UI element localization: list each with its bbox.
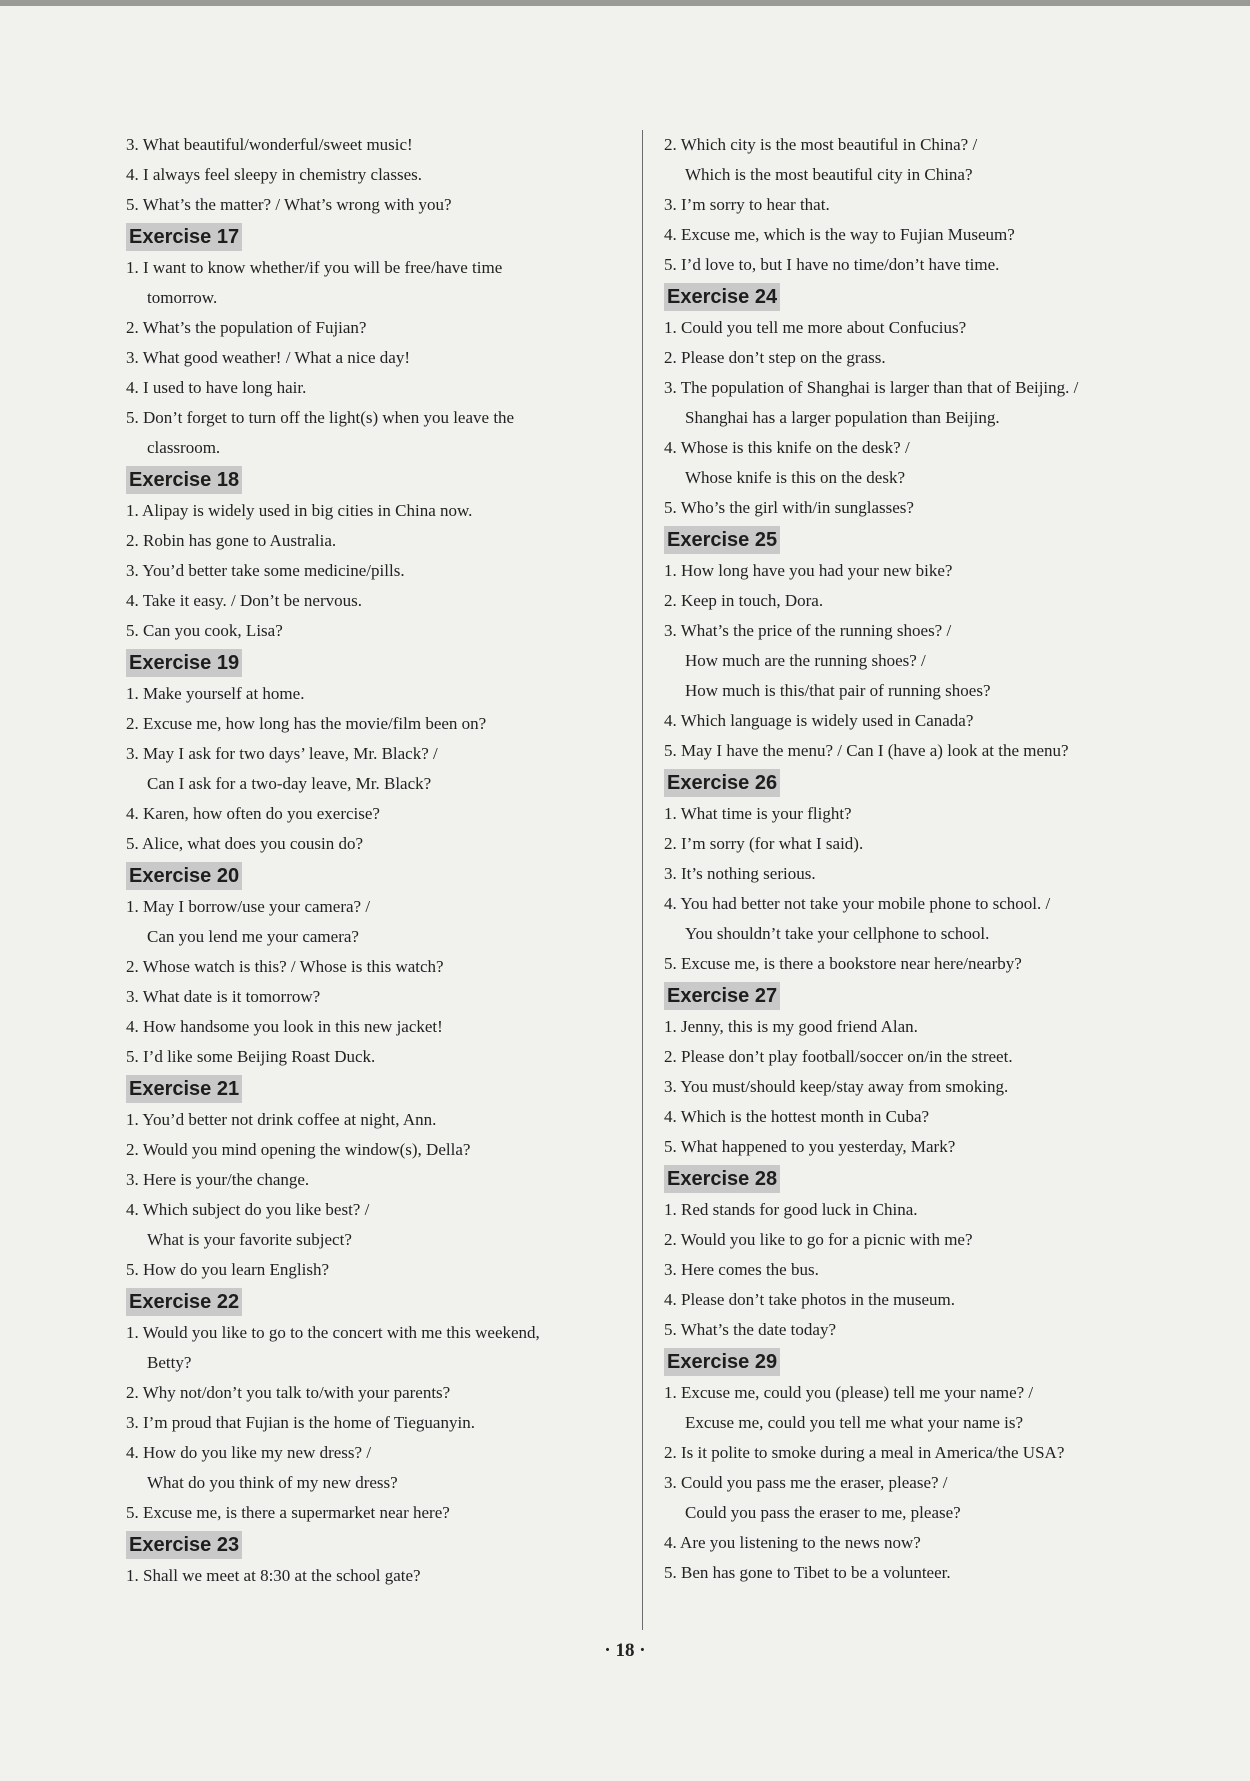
answer-line: 4. I used to have long hair. xyxy=(126,378,307,397)
answer-line: 3. Here is your/the change. xyxy=(126,1170,310,1189)
answer-line: 2. Why not/don’t you talk to/with your parents? xyxy=(126,1383,451,1402)
answer-line-continued: Which is the most beautiful city in China? xyxy=(685,165,973,184)
answer-line: 2. Excuse me, how long has the movie/film been on? xyxy=(126,714,487,733)
answer-line: 1. Jenny, this is my good friend Alan. xyxy=(664,1017,918,1036)
answer-line: 4. Please don’t take photos in the museum. xyxy=(664,1290,956,1309)
exercise-heading: Exercise 26 xyxy=(664,769,780,797)
left-column xyxy=(126,130,631,1591)
exercise-heading-row xyxy=(126,646,631,679)
exercise-heading: Exercise 17 xyxy=(126,223,242,251)
answer-line: 5. Excuse me, is there a bookstore near here/nearby? xyxy=(664,954,1022,973)
answer-line: 5. What’s the matter? / What’s wrong with you? xyxy=(126,195,452,214)
answer-line-continued: Shanghai has a larger population than Beijing. xyxy=(685,408,1000,427)
answer-line: 4. Excuse me, which is the way to Fujian Museum? xyxy=(664,225,1015,244)
exercise-heading-row xyxy=(664,766,1169,799)
answer-line: 2. Please don’t play football/soccer on/in the street. xyxy=(664,1047,1013,1066)
answer-line: 2. Whose watch is this? / Whose is this watch? xyxy=(126,957,444,976)
answer-line: 5. What’s the date today? xyxy=(664,1320,836,1339)
answer-line: 4. Which subject do you like best? / xyxy=(126,1200,370,1219)
answer-line: 3. What beautiful/wonderful/sweet music! xyxy=(126,135,413,154)
answer-line: 1. Make yourself at home. xyxy=(126,684,305,703)
answer-line-continued: classroom. xyxy=(147,438,221,457)
exercise-heading: Exercise 20 xyxy=(126,862,242,890)
exercise-heading-row xyxy=(126,463,631,496)
answer-line: 5. Can you cook, Lisa? xyxy=(126,621,283,640)
answer-line: 2. What’s the population of Fujian? xyxy=(126,318,367,337)
answer-line: 5. Who’s the girl with/in sunglasses? xyxy=(664,498,914,517)
answer-line-continued: Betty? xyxy=(147,1353,192,1372)
answer-line: 5. How do you learn English? xyxy=(126,1260,330,1279)
page-top-edge xyxy=(0,0,1250,6)
answer-line: 1. Excuse me, could you (please) tell me your name? / xyxy=(664,1383,1034,1402)
answer-line-continued: Whose knife is this on the desk? xyxy=(685,468,906,487)
answer-line: 5. Don’t forget to turn off the light(s) when you leave the xyxy=(126,408,515,427)
exercise-heading: Exercise 23 xyxy=(126,1531,242,1559)
answer-line: 5. May I have the menu? / Can I (have a) look at the menu? xyxy=(664,741,1069,760)
answer-line-continued: Can I ask for a two-day leave, Mr. Black? xyxy=(147,774,432,793)
exercise-heading: Exercise 24 xyxy=(664,283,780,311)
answer-line: 3. May I ask for two days’ leave, Mr. Black? / xyxy=(126,744,438,763)
exercise-heading: Exercise 29 xyxy=(664,1348,780,1376)
exercise-heading-row xyxy=(126,859,631,892)
answer-line: 5. Alice, what does you cousin do? xyxy=(126,834,364,853)
exercise-heading-row xyxy=(126,1528,631,1561)
answer-line: 1. You’d better not drink coffee at night, Ann. xyxy=(126,1110,437,1129)
answer-line: 3. You’d better take some medicine/pills. xyxy=(126,561,405,580)
exercise-heading: Exercise 22 xyxy=(126,1288,242,1316)
answer-line: 4. I always feel sleepy in chemistry classes. xyxy=(126,165,422,184)
answer-line: 4. Whose is this knife on the desk? / xyxy=(664,438,910,457)
answer-line: 1. Shall we meet at 8:30 at the school gate? xyxy=(126,1566,421,1585)
answer-line-continued: tomorrow. xyxy=(147,288,218,307)
answer-line: 3. I’m sorry to hear that. xyxy=(664,195,830,214)
exercise-heading-row xyxy=(664,1162,1169,1195)
answer-line: 1. May I borrow/use your camera? / xyxy=(126,897,371,916)
answer-line: 5. I’d like some Beijing Roast Duck. xyxy=(126,1047,376,1066)
exercise-heading: Exercise 25 xyxy=(664,526,780,554)
exercise-heading: Exercise 19 xyxy=(126,649,242,677)
answer-line: 2. Would you like to go for a picnic with me? xyxy=(664,1230,973,1249)
answer-line: 3. Could you pass me the eraser, please? / xyxy=(664,1473,948,1492)
answer-line: 2. Would you mind opening the window(s), Della? xyxy=(126,1140,471,1159)
answer-line: 5. What happened to you yesterday, Mark? xyxy=(664,1137,956,1156)
answer-line: 3. Here comes the bus. xyxy=(664,1260,819,1279)
answer-line: 4. How handsome you look in this new jacket! xyxy=(126,1017,443,1036)
answer-line: 4. Which is the hottest month in Cuba? xyxy=(664,1107,930,1126)
page-number: · 18 · xyxy=(604,1640,646,1661)
answer-line: 3. What good weather! / What a nice day! xyxy=(126,348,411,367)
exercise-heading-row xyxy=(126,1285,631,1318)
answer-line: 3. It’s nothing serious. xyxy=(664,864,816,883)
exercise-heading: Exercise 18 xyxy=(126,466,242,494)
answer-line: 3. The population of Shanghai is larger than that of Beijing. / xyxy=(664,378,1079,397)
column-divider xyxy=(642,130,643,1630)
answer-line: 4. Take it easy. / Don’t be nervous. xyxy=(126,591,362,610)
exercise-heading-row xyxy=(664,523,1169,556)
answer-line: 1. Could you tell me more about Confucius? xyxy=(664,318,967,337)
answer-line-continued: You shouldn’t take your cellphone to school. xyxy=(685,924,990,943)
answer-line-continued: Could you pass the eraser to me, please? xyxy=(685,1503,961,1522)
answer-line-continued: Can you lend me your camera? xyxy=(147,927,359,946)
answer-line: 5. Ben has gone to Tibet to be a volunteer. xyxy=(664,1563,951,1582)
exercise-heading-row xyxy=(126,1072,631,1105)
answer-line: 4. Karen, how often do you exercise? xyxy=(126,804,380,823)
answer-line: 3. I’m proud that Fujian is the home of Tieguanyin. xyxy=(126,1413,475,1432)
answer-line: 1. Would you like to go to the concert with me this weekend, xyxy=(126,1323,540,1342)
answer-line: 1. I want to know whether/if you will be free/have time xyxy=(126,258,503,277)
exercise-heading: Exercise 21 xyxy=(126,1075,242,1103)
answer-line-continued: How much are the running shoes? / xyxy=(685,651,926,670)
answer-line: 1. How long have you had your new bike? xyxy=(664,561,953,580)
answer-line: 3. You must/should keep/stay away from smoking. xyxy=(664,1077,1009,1096)
exercise-heading: Exercise 28 xyxy=(664,1165,780,1193)
answer-line: 3. What’s the price of the running shoes? / xyxy=(664,621,952,640)
answer-line: 1. What time is your flight? xyxy=(664,804,852,823)
answer-line: 1. Red stands for good luck in China. xyxy=(664,1200,918,1219)
exercise-heading-row xyxy=(664,1345,1169,1378)
exercise-heading-row xyxy=(664,280,1169,313)
exercise-heading: Exercise 27 xyxy=(664,982,780,1010)
answer-line: 2. Is it polite to smoke during a meal in America/the USA? xyxy=(664,1443,1065,1462)
answer-line: 2. Please don’t step on the grass. xyxy=(664,348,886,367)
answer-line: 2. Keep in touch, Dora. xyxy=(664,591,824,610)
answer-line: 2. Robin has gone to Australia. xyxy=(126,531,337,550)
answer-line: 5. I’d love to, but I have no time/don’t have time. xyxy=(664,255,1000,274)
exercise-heading-row xyxy=(126,220,631,253)
answer-line: 4. Are you listening to the news now? xyxy=(664,1533,921,1552)
answer-line: 4. Which language is widely used in Canada? xyxy=(664,711,974,730)
answer-line-continued: How much is this/that pair of running shoes? xyxy=(685,681,991,700)
exercise-heading-row xyxy=(664,979,1169,1012)
answer-line: 4. You had better not take your mobile phone to school. / xyxy=(664,894,1051,913)
answer-line: 5. Excuse me, is there a supermarket near here? xyxy=(126,1503,450,1522)
answer-line: 4. How do you like my new dress? / xyxy=(126,1443,372,1462)
right-column xyxy=(664,130,1169,1588)
answer-line-continued: What do you think of my new dress? xyxy=(147,1473,398,1492)
answer-line-continued: Excuse me, could you tell me what your name is? xyxy=(685,1413,1024,1432)
answer-line: 3. What date is it tomorrow? xyxy=(126,987,321,1006)
answer-line-continued: What is your favorite subject? xyxy=(147,1230,352,1249)
answer-line: 2. Which city is the most beautiful in China? / xyxy=(664,135,978,154)
answer-line: 2. I’m sorry (for what I said). xyxy=(664,834,864,853)
answer-line: 1. Alipay is widely used in big cities in China now. xyxy=(126,501,473,520)
